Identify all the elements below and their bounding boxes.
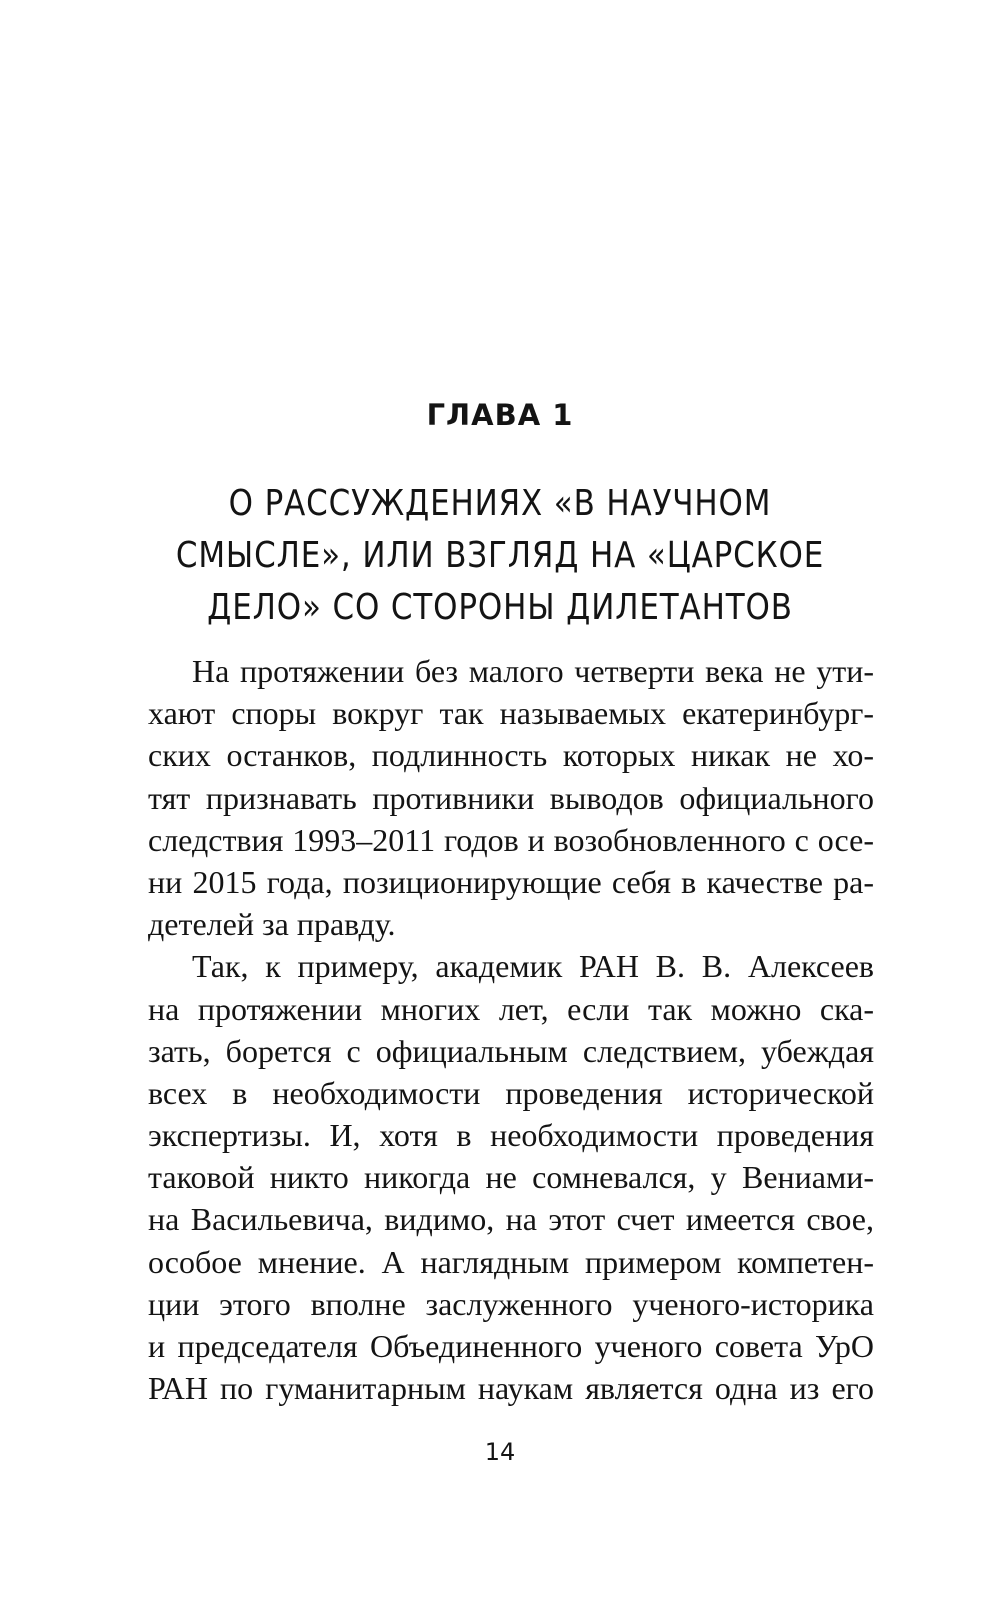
text-line: На протяжении без малого четверти века не ути-: [192, 653, 874, 689]
text-line: Так, к примеру, академик РАН В. В. Алексеев: [192, 948, 874, 985]
chapter-title: [70, 478, 930, 634]
text-line: особое мнение. А наглядным примером компетен-: [148, 1243, 874, 1280]
text-line: на Васильевича, видимо, на этот счет имеется свое,: [148, 1201, 874, 1238]
chapter-label: ГЛАВА 1: [426, 398, 574, 432]
text-line: ских останков, подлинность которых никак не хо-: [148, 737, 874, 774]
text-line: детелей за правду.: [148, 906, 396, 943]
page-number: 14: [484, 1438, 516, 1466]
text-line: ни 2015 года, позиционирующие себя в качестве ра-: [148, 863, 874, 900]
text-line: таковой никто никогда не сомневался, у Вениами-: [148, 1159, 874, 1196]
chapter-title-line: СМЫСЛЕ», ИЛИ ВЗГЛЯД НА «ЦАРСКОЕ: [175, 535, 825, 576]
text-line: хают споры вокруг так называемых екатеринбург-: [148, 695, 874, 732]
text-line: РАН по гуманитарным наукам является одна из его: [148, 1370, 874, 1407]
text-line: всех в необходимости проведения исторической: [148, 1074, 874, 1111]
body-text: [148, 650, 874, 1409]
text-line: следствия 1993–2011 годов и возобновленного с осе-: [148, 821, 874, 858]
chapter-title-line: О РАССУЖДЕНИЯХ «В НАУЧНОМ: [228, 483, 772, 524]
text-line: ции этого вполне заслуженного ученого-историка: [148, 1285, 874, 1322]
paragraph: [148, 945, 874, 1409]
paragraph: [148, 650, 874, 945]
text-line: зать, борется с официальным следствием, убеждая: [148, 1032, 874, 1069]
text-line: и председателя Объединенного ученого совета УрО: [148, 1328, 874, 1364]
text-line: тят признавать противники выводов официального: [148, 779, 874, 816]
chapter-title-line: ДЕЛО» СО СТОРОНЫ ДИЛЕТАНТОВ: [207, 587, 793, 628]
text-line: экспертизы. И, хотя в необходимости проведения: [148, 1117, 874, 1154]
text-line: на протяжении многих лет, если так можно ска-: [148, 990, 874, 1027]
